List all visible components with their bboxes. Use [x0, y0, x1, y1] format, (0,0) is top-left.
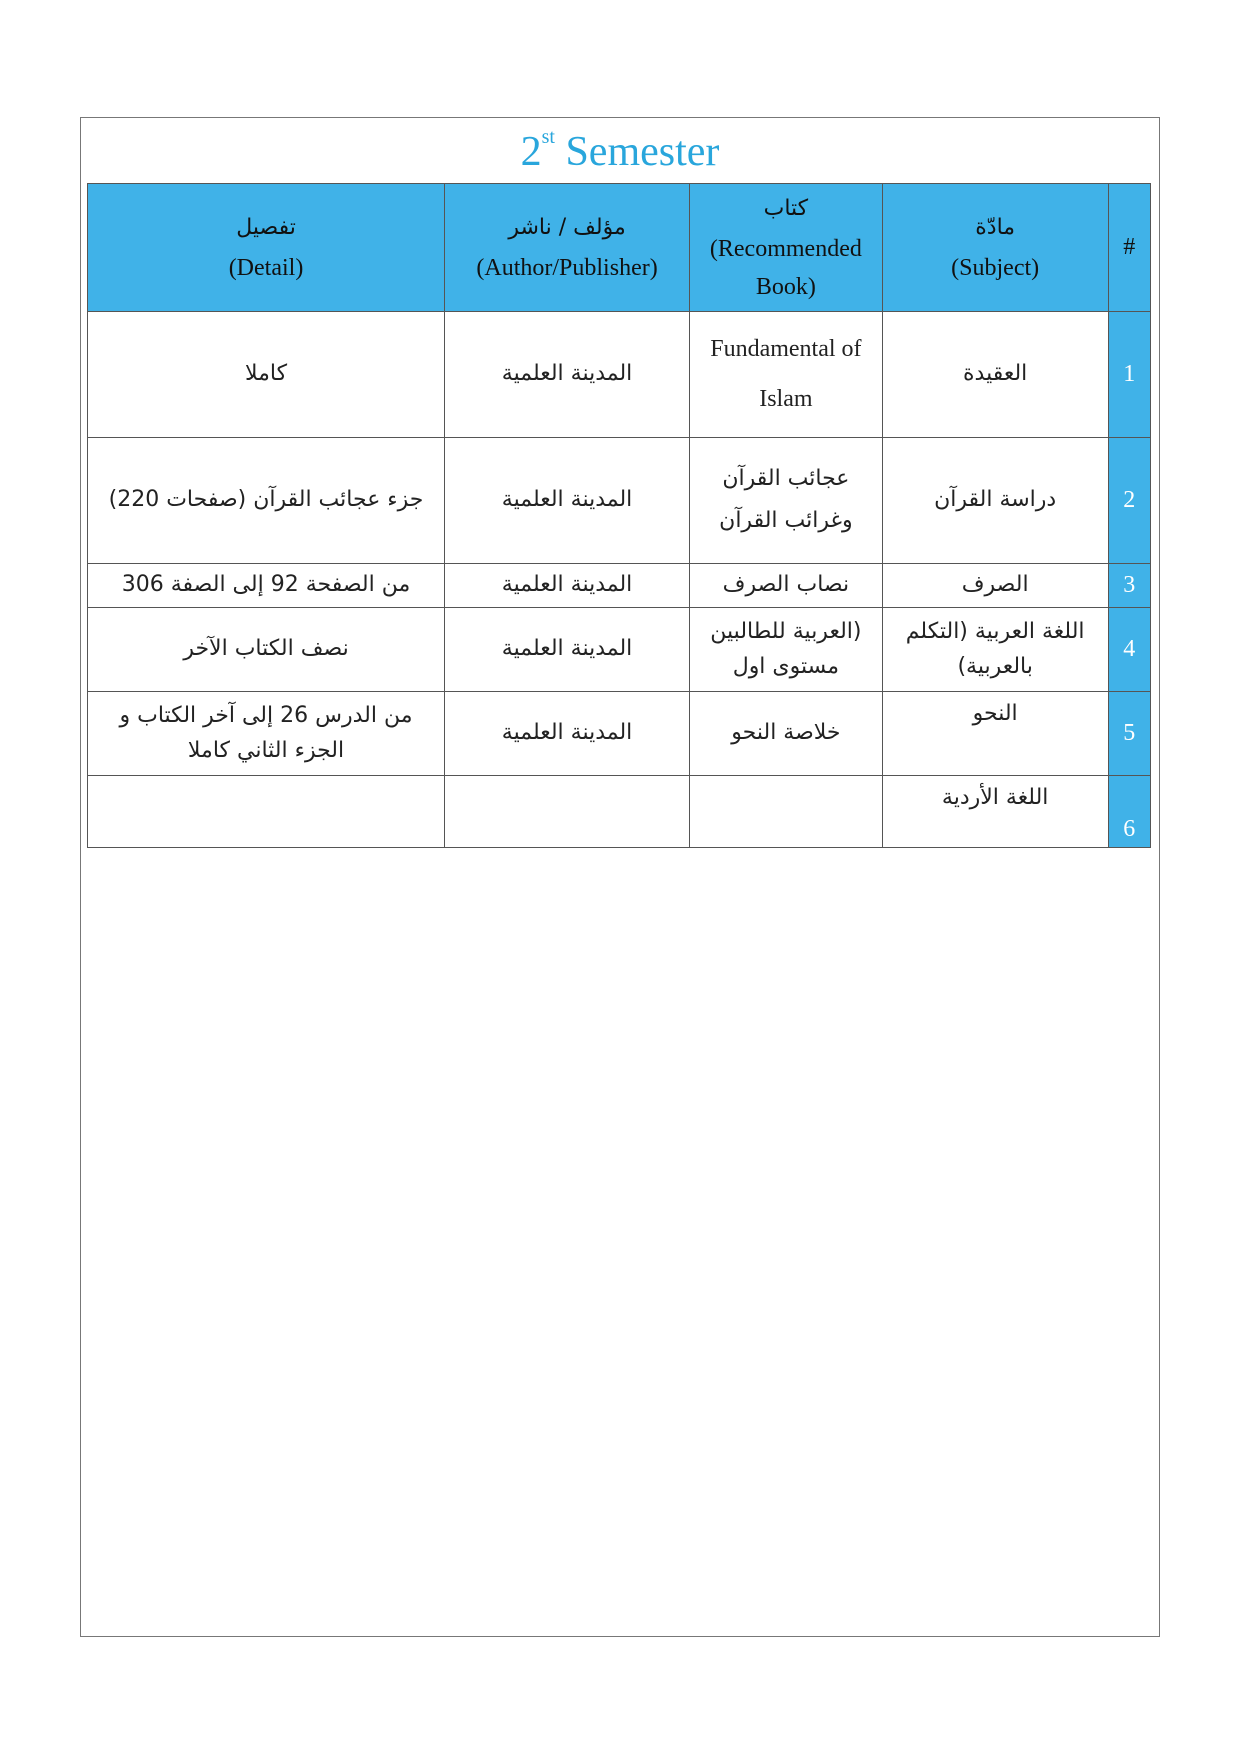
cell-number: 1 [1108, 311, 1150, 437]
cell-number: 3 [1108, 563, 1150, 607]
cell-author [445, 775, 690, 847]
cell-subject [882, 437, 1108, 563]
cell-author [445, 607, 690, 691]
detail-text: من الدرس 26 إلى آخر الكتاب و الجزء الثاني كاملا [119, 702, 413, 764]
cell-subject [882, 775, 1108, 847]
syllabus-table [87, 183, 1151, 848]
cell-subject [882, 691, 1108, 775]
book-text: عجائب القرآن وغرائب القرآن [719, 466, 853, 534]
cell-detail [88, 311, 445, 437]
cell-book [690, 691, 883, 775]
detail-text: كاملا [244, 361, 288, 387]
table-row [88, 691, 1151, 775]
header-subject-ar: مادّة [975, 215, 1016, 241]
cell-detail [88, 563, 445, 607]
header-subject [882, 184, 1108, 312]
cell-author [445, 311, 690, 437]
cell-book [690, 563, 883, 607]
book-text: نصاب الصرف [722, 571, 850, 597]
subject-text: النحو [972, 700, 1018, 726]
author-text: المدينة العلمية [501, 361, 633, 387]
header-detail [88, 184, 445, 312]
cell-book [690, 607, 883, 691]
cell-detail [88, 437, 445, 563]
table-row [88, 563, 1151, 607]
header-book-ar: كتاب [763, 196, 809, 221]
cell-subject [882, 563, 1108, 607]
table-row [88, 311, 1151, 437]
subject-text: اللغة العربية (التكلم بالعربية) [905, 618, 1085, 680]
detail-text: جزء عجائب القرآن (صفحات 220) [108, 487, 424, 513]
cell-detail [88, 607, 445, 691]
header-number: # [1108, 184, 1150, 312]
cell-author [445, 437, 690, 563]
cell-detail [88, 775, 445, 847]
header-detail-ar: تفصيل [236, 215, 296, 241]
author-text: المدينة العلمية [501, 636, 633, 662]
title-superscript: st [541, 126, 555, 148]
table-row [88, 437, 1151, 563]
subject-text: دراسة القرآن [934, 487, 1057, 513]
header-book [690, 184, 883, 312]
cell-author [445, 691, 690, 775]
header-detail-en: (Detail) [228, 254, 304, 281]
header-author-ar: مؤلف / ناشر [508, 215, 626, 241]
header-book-en: (Recommended Book) [709, 235, 862, 301]
page-title [81, 128, 1159, 176]
header-subject-en: (Subject) [951, 254, 1040, 281]
title-text: Semester [554, 129, 720, 175]
cell-subject [882, 607, 1108, 691]
title-number: 2 [520, 129, 542, 175]
header-author-en: (Author/Publisher) [476, 254, 658, 281]
cell-number: 6 [1108, 775, 1150, 847]
page-frame [80, 117, 1160, 1637]
table-row [88, 607, 1151, 691]
cell-detail [88, 691, 445, 775]
author-text: المدينة العلمية [501, 487, 633, 513]
cell-number: 2 [1108, 437, 1150, 563]
author-text: المدينة العلمية [501, 571, 633, 597]
book-text: (العربية للطالبين مستوى اول [710, 618, 862, 680]
cell-book [690, 775, 883, 847]
header-author [445, 184, 690, 312]
author-text: المدينة العلمية [501, 720, 633, 746]
cell-subject [882, 311, 1108, 437]
detail-text: نصف الكتاب الآخر [183, 636, 349, 662]
cell-number: 5 [1108, 691, 1150, 775]
header-row [88, 184, 1151, 312]
book-text: خلاصة النحو [731, 720, 841, 746]
cell-author [445, 563, 690, 607]
cell-number: 4 [1108, 607, 1150, 691]
subject-text: الصرف [961, 571, 1029, 597]
subject-text: اللغة الأردية [941, 784, 1049, 810]
subject-text: العقيدة [963, 361, 1028, 387]
table-row [88, 775, 1151, 847]
cell-book: Fundamental of Islam [690, 311, 883, 437]
cell-book [690, 437, 883, 563]
detail-text: من الصفحة 92 إلى الصفة 306 [121, 571, 411, 597]
